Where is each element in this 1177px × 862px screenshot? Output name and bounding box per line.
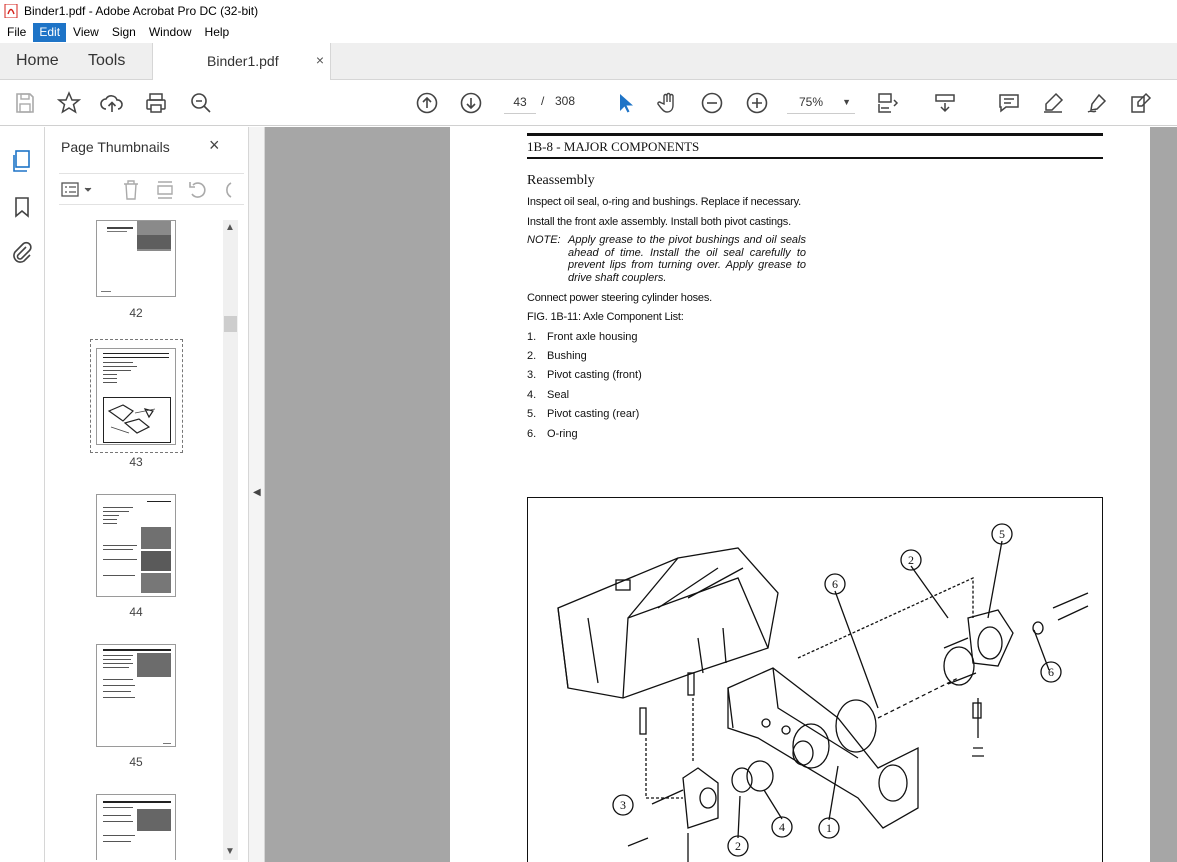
page-header: 1B-8 - MAJOR COMPONENTS	[527, 139, 700, 154]
page-separator: /	[541, 94, 545, 108]
list-item	[527, 428, 578, 440]
thumbnail-page-selected[interactable]	[96, 348, 176, 445]
pdf-page	[450, 127, 1150, 862]
thumbnail-scrollbar[interactable]	[223, 220, 238, 860]
header-rule	[527, 157, 1103, 159]
chevron-down-icon: ▼	[842, 97, 851, 107]
menu-edit[interactable]: Edit	[33, 23, 66, 42]
thumbnail-page[interactable]	[96, 220, 176, 297]
thumbnail-list	[45, 220, 223, 860]
list-number: 1.	[527, 331, 537, 343]
diagram-drawing	[528, 498, 1103, 862]
print-icon[interactable]	[144, 91, 168, 115]
axle-exploded-diagram	[527, 497, 1103, 862]
callout-label: 6	[832, 577, 838, 591]
document-viewer	[265, 127, 1177, 862]
comment-icon[interactable]	[997, 91, 1021, 115]
left-navigation-rail	[0, 127, 45, 862]
callout-label: 6	[1048, 665, 1054, 679]
callout-label: 4	[779, 820, 785, 834]
bookmark-icon[interactable]	[10, 195, 34, 219]
menu-help[interactable]: Help	[204, 25, 230, 39]
menu-file[interactable]: File	[7, 25, 27, 39]
zoom-value: 75%	[799, 95, 824, 109]
list-item	[527, 350, 587, 362]
page-thumbnails-panel	[45, 127, 248, 862]
list-item	[527, 331, 638, 343]
thumbnail-toolbar	[59, 173, 244, 205]
save-icon[interactable]	[13, 91, 37, 115]
list-number: 6.	[527, 428, 537, 440]
thumbnail-label: 42	[129, 306, 143, 320]
list-text: Front axle housing	[547, 331, 638, 343]
thumbnail-label: 43	[129, 455, 143, 469]
rotate-counterclockwise-icon[interactable]	[187, 179, 209, 201]
zoom-out-icon[interactable]	[700, 91, 724, 115]
list-number: 2.	[527, 350, 537, 362]
tab-document-label: Binder1.pdf	[207, 53, 279, 69]
highlight-pen-icon[interactable]	[1041, 91, 1065, 115]
page-thumbnails-icon[interactable]	[10, 149, 34, 173]
list-text: Pivot casting (rear)	[547, 408, 640, 420]
next-page-icon[interactable]	[459, 91, 483, 115]
total-pages: 308	[555, 94, 576, 108]
list-item	[527, 408, 639, 420]
tab-home[interactable]: Home	[16, 52, 59, 69]
fit-page-icon[interactable]	[876, 91, 900, 115]
menu-window[interactable]: Window	[148, 25, 192, 39]
select-cursor-icon[interactable]	[613, 91, 637, 115]
paragraph: Connect power steering cylinder hoses.	[527, 292, 713, 304]
list-number: 3.	[527, 369, 537, 381]
list-text: Pivot casting (front)	[547, 369, 642, 381]
scroll-down-icon[interactable]: ▼	[225, 846, 235, 857]
toolbar	[0, 80, 1177, 126]
scrollbar-thumb[interactable]	[224, 316, 237, 332]
list-text: Bushing	[547, 350, 587, 362]
thumbnail-label: 45	[129, 755, 143, 769]
panel-title: Page Thumbnails	[61, 139, 170, 155]
header-rule	[527, 133, 1103, 136]
star-icon[interactable]	[57, 91, 81, 115]
figure-caption: FIG. 1B-11: Axle Component List:	[527, 311, 684, 323]
close-icon[interactable]: ×	[209, 135, 220, 155]
tab-close-icon[interactable]: ×	[315, 52, 324, 68]
delete-trash-icon[interactable]	[121, 179, 141, 201]
list-text: Seal	[547, 389, 570, 401]
list-item	[527, 369, 642, 381]
page-number-input[interactable]: 43	[504, 91, 536, 114]
list-number: 5.	[527, 408, 537, 420]
callout-label: 2	[908, 553, 914, 567]
menu-sign[interactable]: Sign	[111, 25, 136, 39]
upload-cloud-icon[interactable]	[100, 91, 124, 115]
thumbnail-diagram	[105, 401, 169, 441]
menu-view[interactable]: View	[73, 25, 99, 39]
section-title: Reassembly	[527, 173, 595, 188]
panel-splitter[interactable]	[248, 127, 265, 862]
collapse-panel-icon[interactable]: ◀	[253, 487, 261, 498]
note-text: Apply grease to the pivot bushings and oil seals ahead of time. Install the oil seal carefully to prevent lips from turning over. Apply grease to drive shaft couplers.	[568, 234, 806, 284]
hand-tool-icon[interactable]	[656, 91, 680, 115]
zoom-in-icon[interactable]	[745, 91, 769, 115]
previous-page-icon[interactable]	[415, 91, 439, 115]
thumbnail-page[interactable]	[96, 644, 176, 747]
list-text: O-ring	[547, 428, 578, 440]
edit-pdf-icon[interactable]	[1129, 91, 1153, 115]
rotate-clockwise-icon[interactable]	[219, 179, 233, 201]
sign-pen-icon[interactable]	[1085, 91, 1109, 115]
thumbnail-page[interactable]	[96, 794, 176, 860]
list-item	[527, 389, 569, 401]
tab-bar	[0, 43, 1177, 80]
zoom-search-icon[interactable]	[189, 91, 213, 115]
thumbnail-label: 44	[129, 605, 143, 619]
paragraph: Inspect oil seal, o-ring and bushings. Replace if necessary.	[527, 196, 801, 208]
callout-label: 3	[620, 798, 626, 812]
callout-label: 2	[735, 839, 741, 853]
window-title: Binder1.pdf - Adobe Acrobat Pro DC (32-bit)	[24, 4, 259, 18]
thumbnail-page[interactable]	[96, 494, 176, 597]
menu-bar	[0, 22, 1177, 43]
callout-label: 1	[826, 821, 832, 835]
note-label: NOTE:	[527, 234, 561, 246]
scroll-mode-icon[interactable]	[933, 91, 957, 115]
tab-tools[interactable]: Tools	[88, 52, 126, 69]
tab-document[interactable]	[152, 43, 331, 80]
title-bar	[0, 0, 1177, 22]
acrobat-pdf-icon	[4, 4, 18, 18]
attachment-icon[interactable]	[10, 241, 34, 265]
zoom-select[interactable]	[787, 91, 855, 114]
callout-label: 5	[999, 527, 1005, 541]
paragraph: Install the front axle assembly. Install both pivot castings.	[527, 216, 791, 228]
options-menu-icon[interactable]	[61, 180, 95, 200]
scroll-up-icon[interactable]: ▲	[225, 222, 235, 233]
insert-pages-icon[interactable]	[155, 179, 175, 201]
list-number: 4.	[527, 389, 537, 401]
